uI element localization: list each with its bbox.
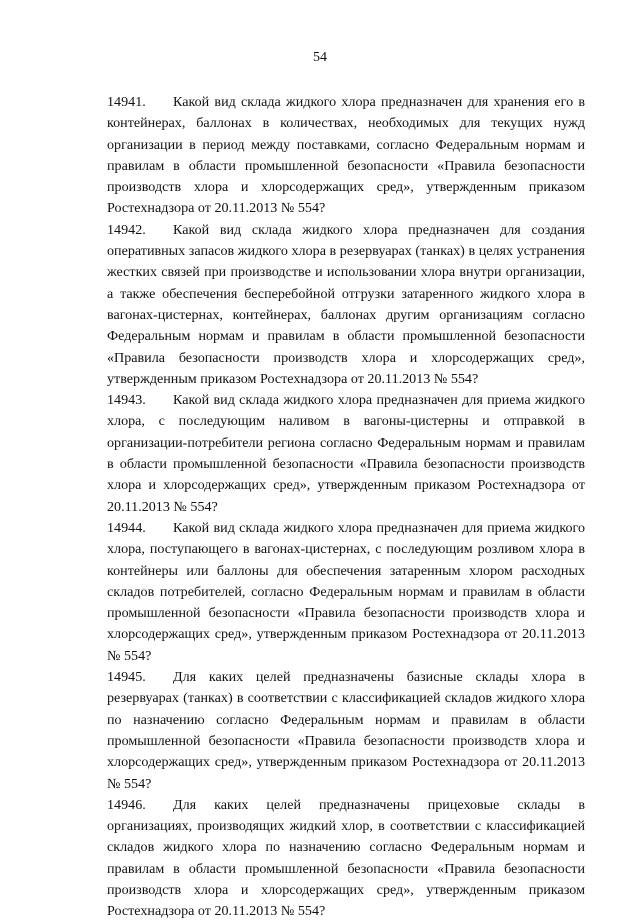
question-item: [107, 92, 585, 220]
question-item: [107, 795, 585, 923]
question-item: [107, 518, 585, 667]
question-list: [107, 92, 585, 923]
question-number: 14941.: [107, 94, 146, 110]
question-text: Какой вид склада жидкого хлора предназначен для приема жидкого хлора, поступающего в вагонах-цистернах, с последующим розливом хлора в контейнеры или баллоны для обеспечения затаренным хлором расходных складов потребителей, согласно Федеральным нормам и правилам в области промышленной безопасности «Правила безопасности производств хлора и хлорсодержащих сред», утвержденным приказом Ростехнадзора от 20.11.2013 № 554?: [107, 519, 585, 664]
question-number: 14944.: [107, 519, 146, 536]
question-item: [107, 667, 585, 795]
question-item: [107, 390, 585, 518]
question-number: 14946.: [107, 796, 146, 813]
question-number: 14943.: [107, 392, 146, 409]
question-text: Какой вид склада жидкого хлора предназначен для создания оперативных запасов жидкого хлора в резервуарах (танках) в целях устранения жестких связей при производстве и использовании хлора внутри организации, а также обеспечения бесперебойной отгрузки затаренного жидкого хлора в вагонах-цистернах, контейнерах, баллонах другим организациям согласно Федеральным нормам и правилам в области промышленной безопасности «Правила безопасности производств хлора и хлорсодержащих сред», утвержденным приказом Ростехнадзора от 20.11.2013 № 554?: [107, 221, 585, 387]
question-number: 14942.: [107, 221, 146, 238]
question-text: Для каких целей предназначены прицеховые склады в организациях, производящих жидкий хлор, в соответствии с классификацией складов жидкого хлора по назначению согласно Федеральным нормам и правилам в области промышленной безопасности «Правила безопасности производств хлора и хлорсодержащих сред», утвержденным приказом Ростехнадзора от 20.11.2013 № 554?: [107, 796, 585, 920]
question-number: 14945.: [107, 669, 146, 686]
question-text: Для каких целей предназначены базисные склады хлора в резервуарах (танках) в соответствии с классификацией складов жидкого хлора по назначению согласно Федеральным нормам и правилам в области промышленной безопасности «Правила безопасности производств хлора и хлорсодержащих сред», утвержденным приказом Ростехнадзора от 20.11.2013 № 554?: [107, 669, 585, 792]
question-item: [107, 220, 585, 390]
question-text: Какой вид склада жидкого хлора предназначен для приема жидкого хлора, с последующим наливом в вагоны-цистерны и отправкой в организации-потребители региона согласно Федеральным нормам и правилам в области промышленной безопасности «Правила безопасности производств хлора и хлорсодержащих сред», утвержденным приказом Ростехнадзора от 20.11.2013 № 554?: [107, 392, 585, 515]
page-number: 54: [313, 50, 327, 65]
question-text: Какой вид склада жидкого хлора предназначен для хранения его в контейнерах, баллонах в количествах, необходимых для текущих нужд организации в период между поставками, согласно Федеральным нормам и правилам в области промышленной безопасности «Правила безопасности производств хлора и хлорсодержащих сред», утвержденным приказом Ростехнадзора от 20.11.2013 № 554?: [107, 94, 585, 217]
